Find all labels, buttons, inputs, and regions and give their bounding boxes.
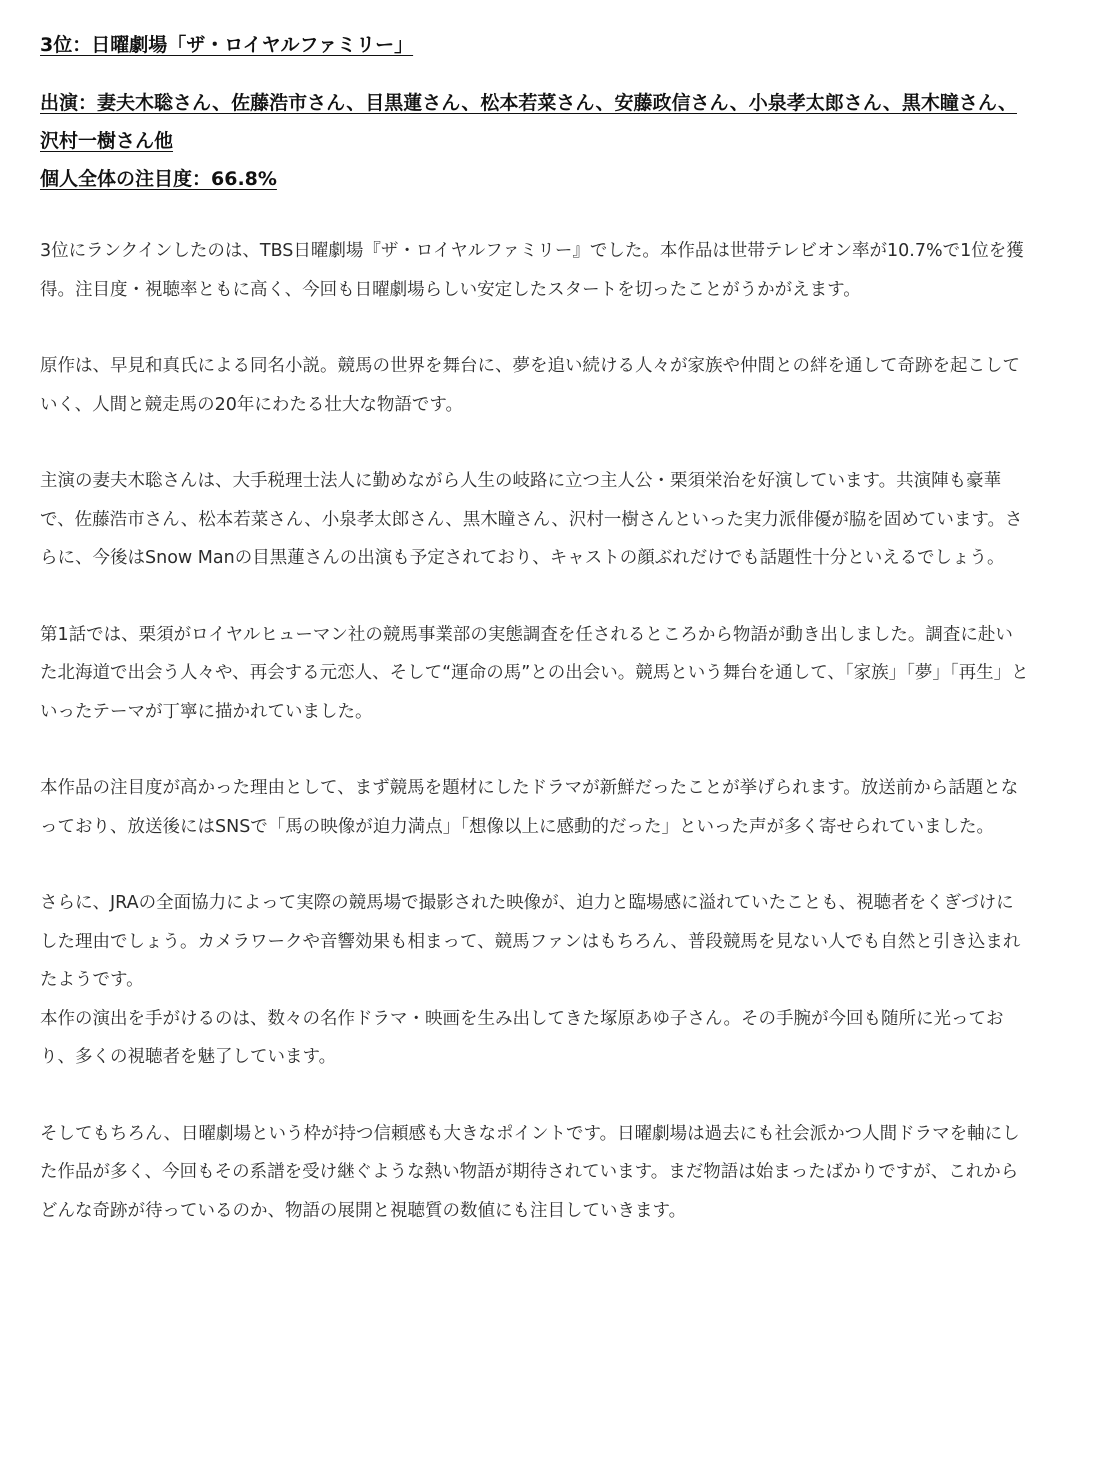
paragraph: 本作の演出を手がけるのは、数々の名作ドラマ・映画を生み出してきた塚原あゆ子さん。その手腕が今回も随所に光っており、多くの視聴者を魅了しています。 xyxy=(40,1008,1004,1067)
article-title: 3位：日曜劇場「ザ・ロイヤルファミリー」 xyxy=(40,34,414,56)
cast-list: 出演：妻夫木聡さん、佐藤浩市さん、目黒蓮さん、松本若菜さん、安藤政信さん、小泉孝太郎さん、黒木瞳さん、沢村一樹さん他 xyxy=(40,92,1017,152)
paragraph: 第1話では、栗須がロイヤルヒューマン社の競馬事業部の実態調査を任されるところから物語が動き出しました。調査に赴いた北海道で出会う人々や、再会する元恋人、そして“運命の馬”との出会い。競馬という舞台を通して、「家族」「夢」「再生」といったテーマが丁寧に描かれていました。 xyxy=(40,624,1029,722)
paragraph: 本作品の注目度が高かった理由として、まず競馬を題材にしたドラマが新鮮だったことが挙げられます。放送前から話題となっており、放送後にはSNSで「馬の映像が迫力満点」「想像以上に感動的だった」といった声が多く寄せられていました。 xyxy=(40,778,1019,837)
attention-score: 個人全体の注目度：66.8% xyxy=(40,168,277,190)
article xyxy=(40,30,1030,1230)
paragraph: 主演の妻夫木聡さんは、大手税理士法人に勤めながら人生の岐路に立つ主人公・栗須栄治を好演しています。共演陣も豪華で、佐藤浩市さん、松本若菜さん、小泉孝太郎さん、黒木瞳さん、沢村一樹さんといった実力派俳優が脇を固めています。さらに、今後はSnow Manの目黒蓮さんの出演も予定されており、キャストの顔ぶれだけでも話題性十分といえるでしょう。 xyxy=(40,471,1023,568)
paragraph: 3位にランクインしたのは、TBS日曜劇場『ザ・ロイヤルファミリー』でした。本作品は世帯テレビオン率が10.7%で1位を獲得。注目度・視聴率ともに高く、今回も日曜劇場らしい安定したスタートを切ったことがうかがえます。 xyxy=(40,241,1024,300)
article-meta xyxy=(40,84,1030,198)
paragraph: そしてもちろん、日曜劇場という枠が持つ信頼感も大きなポイントです。日曜劇場は過去にも社会派かつ人間ドラマを軸にした作品が多く、今回もその系譜を受け継ぐような熱い物語が期待されています。まだ物語は始まったばかりですが、これからどんな奇跡が待っているのか、物語の展開と視聴質の数値にも注目していきます。 xyxy=(40,1123,1020,1221)
paragraph: 原作は、早見和真氏による同名小説。競馬の世界を舞台に、夢を追い続ける人々が家族や仲間との絆を通して奇跡を起こしていく、人間と競走馬の20年にわたる壮大な物語です。 xyxy=(40,356,1020,415)
paragraph: さらに、JRAの全面協力によって実際の競馬場で撮影された映像が、迫力と臨場感に溢れていたことも、視聴者をくぎづけにした理由でしょう。カメラワークや音響効果も相まって、競馬ファンはもちろん、普段競馬を見ない人でも自然と引き込まれたようです。 xyxy=(40,893,1021,990)
article-body xyxy=(40,232,1030,1230)
